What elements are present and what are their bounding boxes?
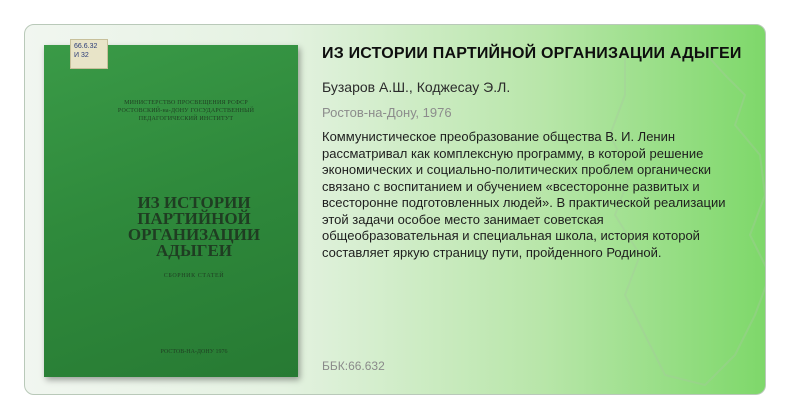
cover-publisher: МИНИСТЕРСТВО ПРОСВЕЩЕНИЯ РСФСР РОСТОВСКИЙ-на-ДОНУ ГОСУДАРСТВЕННЫЙ ПЕДАГОГИЧЕСКИЙ ИНСТИТУТ [117,100,255,122]
book-place-year: Ростов-на-Дону, 1976 [322,105,452,120]
library-sticker: 66.6.32 И 32 [70,39,108,69]
book-card [24,24,766,395]
cover-subtitle: СБОРНИК СТАТЕЙ [163,273,225,279]
book-bbk: ББК:66.632 [322,359,385,373]
book-cover[interactable] [44,45,298,377]
book-authors: Бузаров А.Ш., Коджесау Э.Л. [322,79,511,95]
book-title: ИЗ ИСТОРИИ ПАРТИЙНОЙ ОРГАНИЗАЦИИ АДЫГЕИ [322,45,742,62]
book-description: Коммунистическое преобразование общества В. И. Ленин рассматривал как комплексную программу, в которой решение экономических и социально-политических проблем органически связано с воспитанием и обучением «всесторонне развитых и всесторонне подготовленных людей». В практической реализации этой задачи особое место занимает советская общеобразовательная и специальная школа, история которой составляет яркую страницу пути, пройденного Родиной. [322,129,726,260]
cover-title: ИЗ ИСТОРИИ ПАРТИЙНОЙ ОРГАНИЗАЦИИ АДЫГЕИ [127,193,261,260]
cover-city-year: РОСТОВ-НА-ДОНУ 1976 [160,349,228,355]
